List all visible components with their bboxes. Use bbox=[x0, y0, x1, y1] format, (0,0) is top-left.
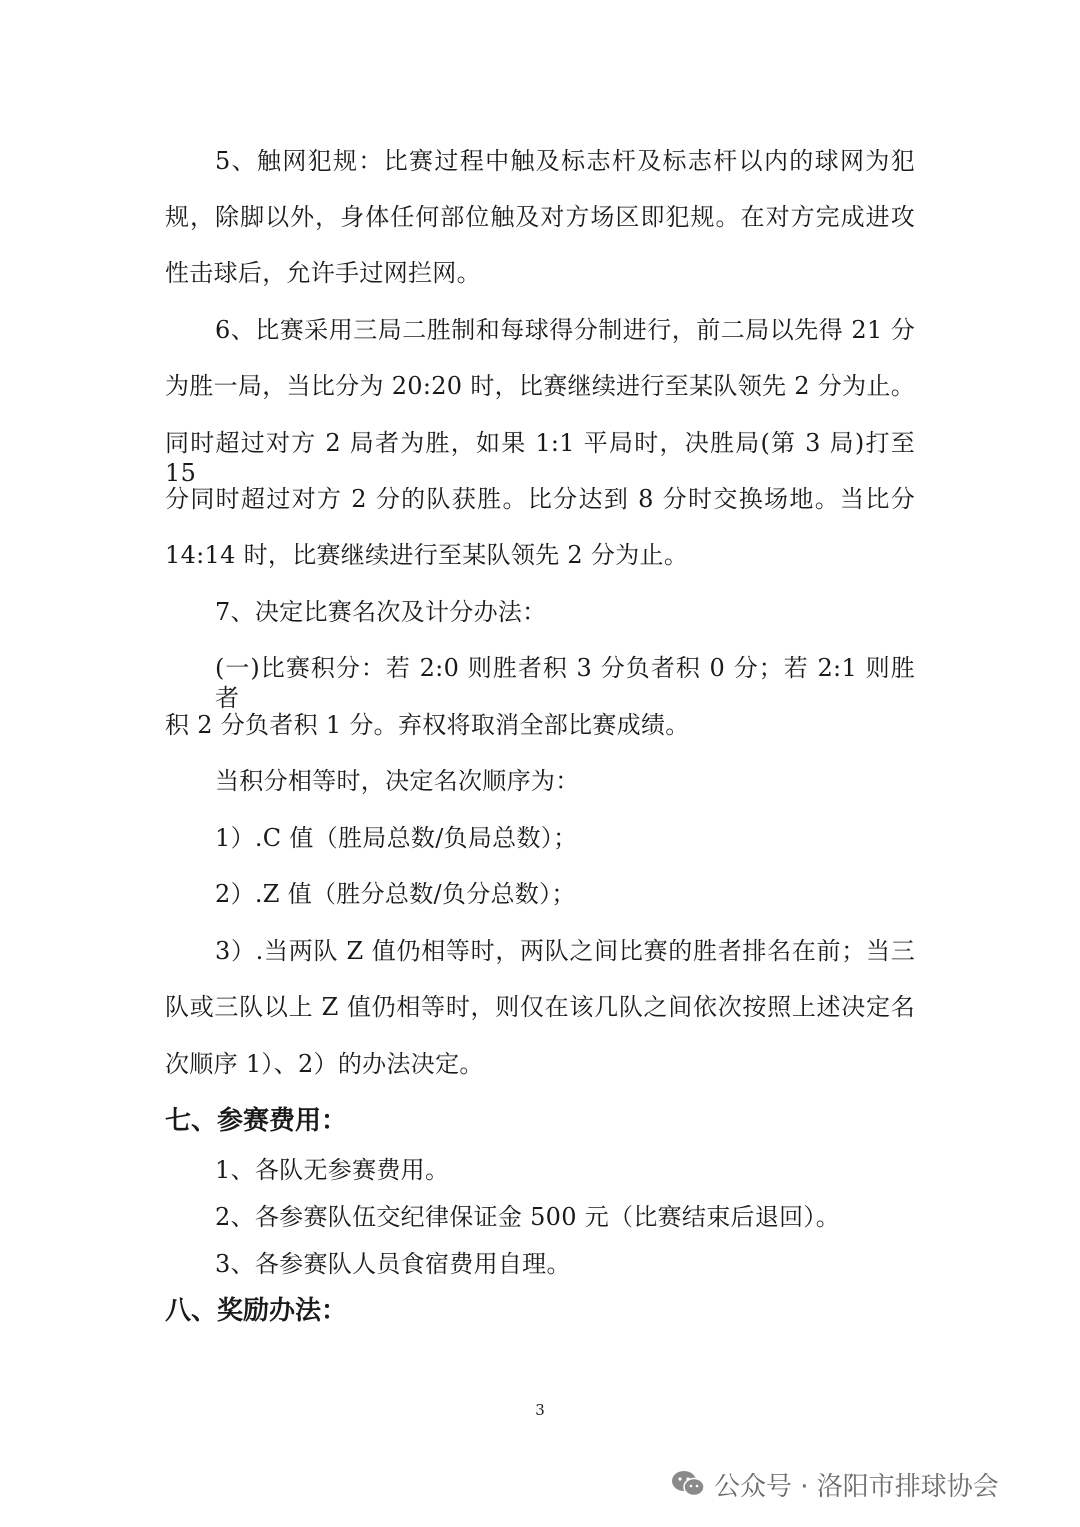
paragraph-line: 2、各参赛队伍交纪律保证金 500 元（比赛结束后退回）。 bbox=[215, 1203, 841, 1231]
section-heading: 七、参赛费用： bbox=[165, 1106, 348, 1136]
paragraph-line: 1、各队无参赛费用。 bbox=[215, 1156, 450, 1184]
paragraph-line: 同时超过对方 2 局者为胜，如果 1:1 平局时，决胜局(第 3 局)打至 15 bbox=[165, 429, 915, 487]
paragraph-line: 规，除脚以外，身体任何部位触及对方场区即犯规。在对方完成进攻 bbox=[165, 203, 915, 231]
paragraph-line: 3）.当两队 Z 值仍相等时，两队之间比赛的胜者排名在前；当三 bbox=[215, 937, 915, 965]
watermark bbox=[670, 1462, 999, 1506]
section-heading: 八、奖励办法： bbox=[165, 1296, 348, 1326]
paragraph-line: 1）.C 值（胜局总数/负局总数）； bbox=[215, 824, 578, 852]
paragraph-line: 7、决定比赛名次及计分办法： bbox=[215, 598, 547, 626]
paragraph-line: 当积分相等时，决定名次顺序为： bbox=[215, 767, 580, 795]
paragraph-line: 积 2 分负者积 1 分。弃权将取消全部比赛成绩。 bbox=[165, 711, 690, 739]
paragraph-line: 次顺序 1）、2）的办法决定。 bbox=[165, 1050, 484, 1078]
paragraph-line: 14:14 时，比赛继续进行至某队领先 2 分为止。 bbox=[165, 541, 689, 569]
paragraph-line: 3、各参赛队人员食宿费用自理。 bbox=[215, 1250, 571, 1278]
paragraph-line: 队或三队以上 Z 值仍相等时，则仅在该几队之间依次按照上述决定名 bbox=[165, 993, 915, 1021]
paragraph-line: (一)比赛积分：若 2:0 则胜者积 3 分负者积 0 分；若 2:1 则胜者 bbox=[215, 654, 915, 712]
wechat-icon bbox=[670, 1469, 706, 1499]
paragraph-line: 性击球后，允许手过网拦网。 bbox=[165, 259, 481, 287]
page-number: 3 bbox=[535, 1401, 545, 1419]
watermark-text: 公众号 · 洛阳市排球协会 bbox=[714, 1471, 999, 1502]
paragraph-line: 2）.Z 值（胜分总数/负分总数）； bbox=[215, 880, 576, 908]
paragraph-line: 5、触网犯规：比赛过程中触及标志杆及标志杆以内的球网为犯 bbox=[215, 147, 915, 175]
paragraph-line: 分同时超过对方 2 分的队获胜。比分达到 8 分时交换场地。当比分 bbox=[165, 485, 915, 513]
paragraph-line: 6、比赛采用三局二胜制和每球得分制进行，前二局以先得 21 分 bbox=[215, 316, 915, 344]
paragraph-line: 为胜一局，当比分为 20:20 时，比赛继续进行至某队领先 2 分为止。 bbox=[165, 372, 915, 400]
